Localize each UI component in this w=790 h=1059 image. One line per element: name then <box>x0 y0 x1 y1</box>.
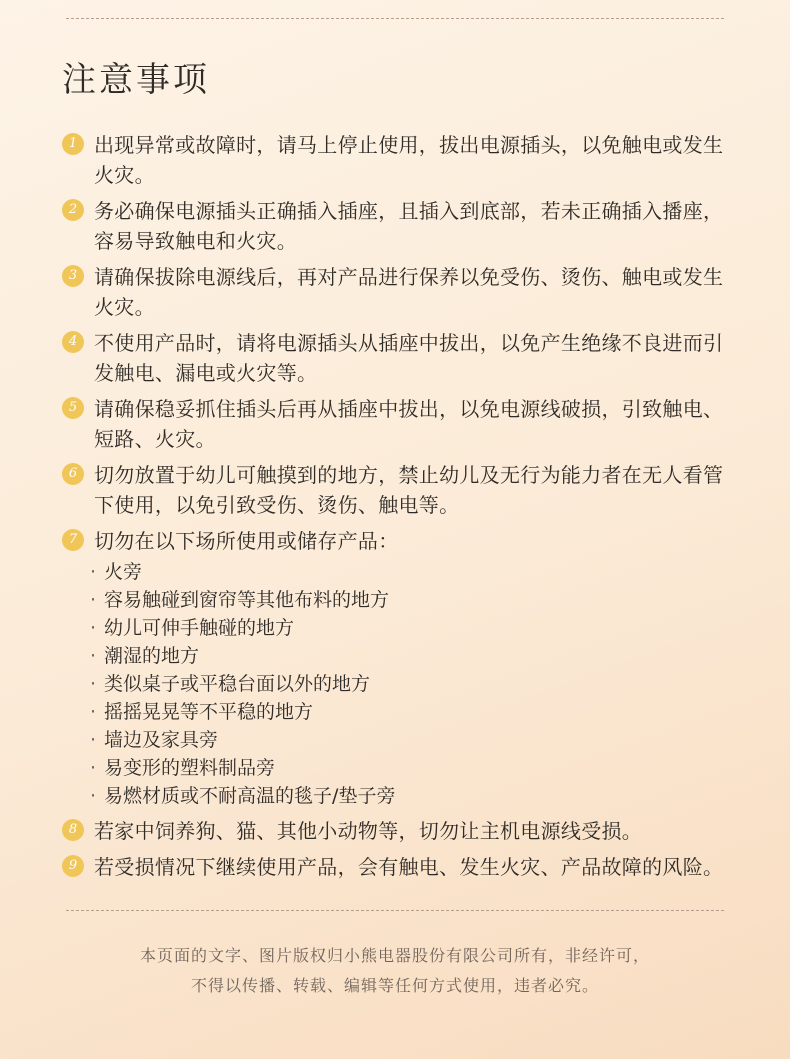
list-item <box>62 816 730 846</box>
list-item <box>62 196 730 256</box>
list-item <box>62 852 730 882</box>
bullet-dot-icon: · <box>90 561 97 583</box>
top-divider <box>66 18 724 19</box>
item-text: 不使用产品时，请将电源插头从插座中拔出，以免产生绝缘不良进而引发触电、漏电或火灾等。 <box>94 331 724 385</box>
number-badge: 1 <box>62 133 84 155</box>
copyright-line-2: 不得以传播、转载、编辑等任何方式使用，违者必究。 <box>190 976 599 995</box>
number-badge: 9 <box>62 855 84 877</box>
list-item <box>62 460 730 520</box>
item-text: 出现异常或故障时，请马上停止使用，拔出电源插头，以免触电或发生火灾。 <box>94 133 724 187</box>
bullet-dot-icon: · <box>90 617 97 639</box>
notice-list <box>62 130 730 888</box>
bullet-dot-icon: · <box>90 673 97 695</box>
list-item <box>62 394 730 454</box>
bullet-dot-icon: · <box>90 785 97 807</box>
sublist-item: · 类似桌子或平稳台面以外的地方 <box>90 673 371 695</box>
page-title: 注意事项 <box>62 60 210 100</box>
sublist-item: · 易变形的塑料制品旁 <box>90 757 276 779</box>
item-text: 若受损情况下继续使用产品，会有触电、发生火灾、产品故障的风险。 <box>94 855 724 879</box>
item-text: 切勿放置于幼儿可触摸到的地方，禁止幼儿及无行为能力者在无人看管下使用，以免引致受伤、烫伤、触电等。 <box>94 463 724 517</box>
sublist-item: · 潮湿的地方 <box>90 645 200 667</box>
number-badge: 4 <box>62 331 84 353</box>
item-text: 务必确保电源插头正确插入插座，且插入到底部，若未正确插入播座，容易导致触电和火灾。 <box>94 199 724 253</box>
sublist-item: · 幼儿可伸手触碰的地方 <box>90 617 295 639</box>
number-badge: 7 <box>62 529 84 551</box>
list-item <box>62 262 730 322</box>
number-badge: 8 <box>62 819 84 841</box>
bullet-dot-icon: · <box>90 645 97 667</box>
bullet-dot-icon: · <box>90 757 97 779</box>
list-item <box>62 526 730 556</box>
item-text: 若家中饲养狗、猫、其他小动物等，切勿让主机电源线受损。 <box>94 819 643 843</box>
copyright-notice <box>0 941 790 1001</box>
bullet-dot-icon: · <box>90 701 97 723</box>
number-badge: 6 <box>62 463 84 485</box>
sublist-item: · 墙边及家具旁 <box>90 729 219 751</box>
number-badge: 3 <box>62 265 84 287</box>
copyright-line-1: 本页面的文字、图片版权归小熊电器股份有限公司所有，非经许可， <box>139 946 650 965</box>
list-item <box>62 328 730 388</box>
sublist-item: · 摇摇晃晃等不平稳的地方 <box>90 701 314 723</box>
bullet-dot-icon: · <box>90 729 97 751</box>
list-item <box>62 130 730 190</box>
item-text: 请确保拔除电源线后，再对产品进行保养以免受伤、烫伤、触电或发生火灾。 <box>94 265 724 319</box>
number-badge: 5 <box>62 397 84 419</box>
number-badge: 2 <box>62 199 84 221</box>
sublist-item: · 火旁 <box>90 561 143 583</box>
sublist-item: · 容易触碰到窗帘等其他布料的地方 <box>90 589 390 611</box>
location-sublist <box>90 558 730 810</box>
item-text: 请确保稳妥抓住插头后再从插座中拔出，以免电源线破损，引致触电、短路、火灾。 <box>94 397 724 451</box>
item-text: 切勿在以下场所使用或储存产品： <box>94 529 399 553</box>
sublist-item: · 易燃材质或不耐高温的毯子/垫子旁 <box>90 785 396 807</box>
bottom-divider <box>66 910 724 911</box>
bullet-dot-icon: · <box>90 589 97 611</box>
